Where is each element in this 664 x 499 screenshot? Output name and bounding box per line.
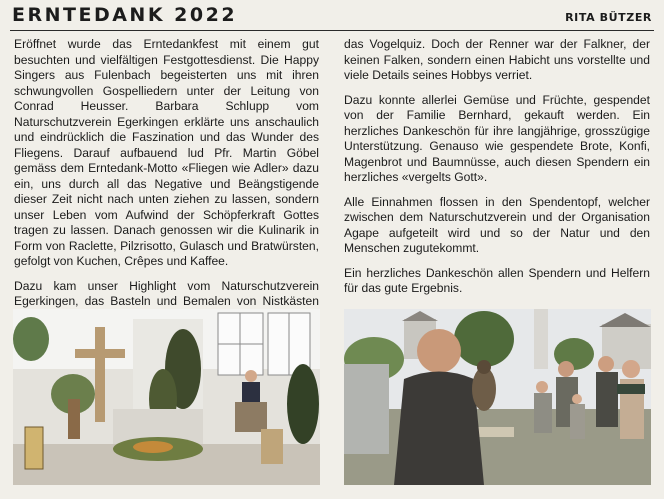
paragraph: Ein herzliches Dankeschön allen Spendern und Helfern für das gute Ergebnis. xyxy=(344,265,650,295)
author-name: RITA BÜTZER xyxy=(565,11,652,24)
article-title: ERNTEDANK 2022 xyxy=(12,4,238,26)
header-divider xyxy=(10,30,654,31)
paragraph: Dazu kam unser Highlight vom Naturschutzverein Egerkingen, das Basteln und Bemalen von Nistkästen xyxy=(14,278,319,308)
left-column xyxy=(14,37,319,334)
falconer-photo xyxy=(344,309,651,485)
paragraph: das Vogelquiz. Doch der Renner war der Falkner, der keinen Falken, sondern einen Habicht uns vorstellte und viele Details seines Hobbys verriet. xyxy=(344,37,650,82)
paragraph: Eröffnet wurde das Erntedankfest mit einem gut besuchten und vielfältigen Festgottesdienst. Die Happy Singers aus Fulenbach begeisterten uns mit ihren schwungvollen Gospelliedern unter der Leitung von Conrad Heusser. Barbara Schlupp vom Naturschutzverein Egerkingen erklärte uns anschaulich und eindrücklich die Faszination und das Wunder des Fliegens. Darauf aufbauend lud Pfr. Martin Göbel gemäss dem Erntedank-Motto «Fliegen wie Adler» dazu ein, uns durch all das Negative und Beängstigende dieser Zeit nicht nach unten ziehen zu lassen, sondern unser Leben vom Aufwind der Schöpferkraft Gottes tragen zu lassen. Danach genossen wir die Kulinarik in Form von Raclette, Pilzrisotto, Gulasch und Bratwürsten, gefolgt von Kuchen, Crêpes und Kaffee. xyxy=(14,37,319,268)
right-column xyxy=(344,37,650,306)
paragraph: Dazu konnte allerlei Gemüse und Früchte, gespendet von der Familie Bernhard, gekauft werden. Ein herzliches Dankeschön für ihre langjährige, grosszügige Unterstützung. Genauso wie gespendete Brote, Konfi, Magenbrot und Baumnüsse, auch diesen Spendern ein herzliches «vergelts Gott». xyxy=(344,92,650,184)
church-service-photo xyxy=(13,309,320,485)
paragraph: Alle Einnahmen flossen in den Spendentopf, welcher zwischen dem Naturschutzverein und der Organisation Agape aufgeteilt wird und so der Natur und den Menschen zugutekommt. xyxy=(344,194,650,255)
